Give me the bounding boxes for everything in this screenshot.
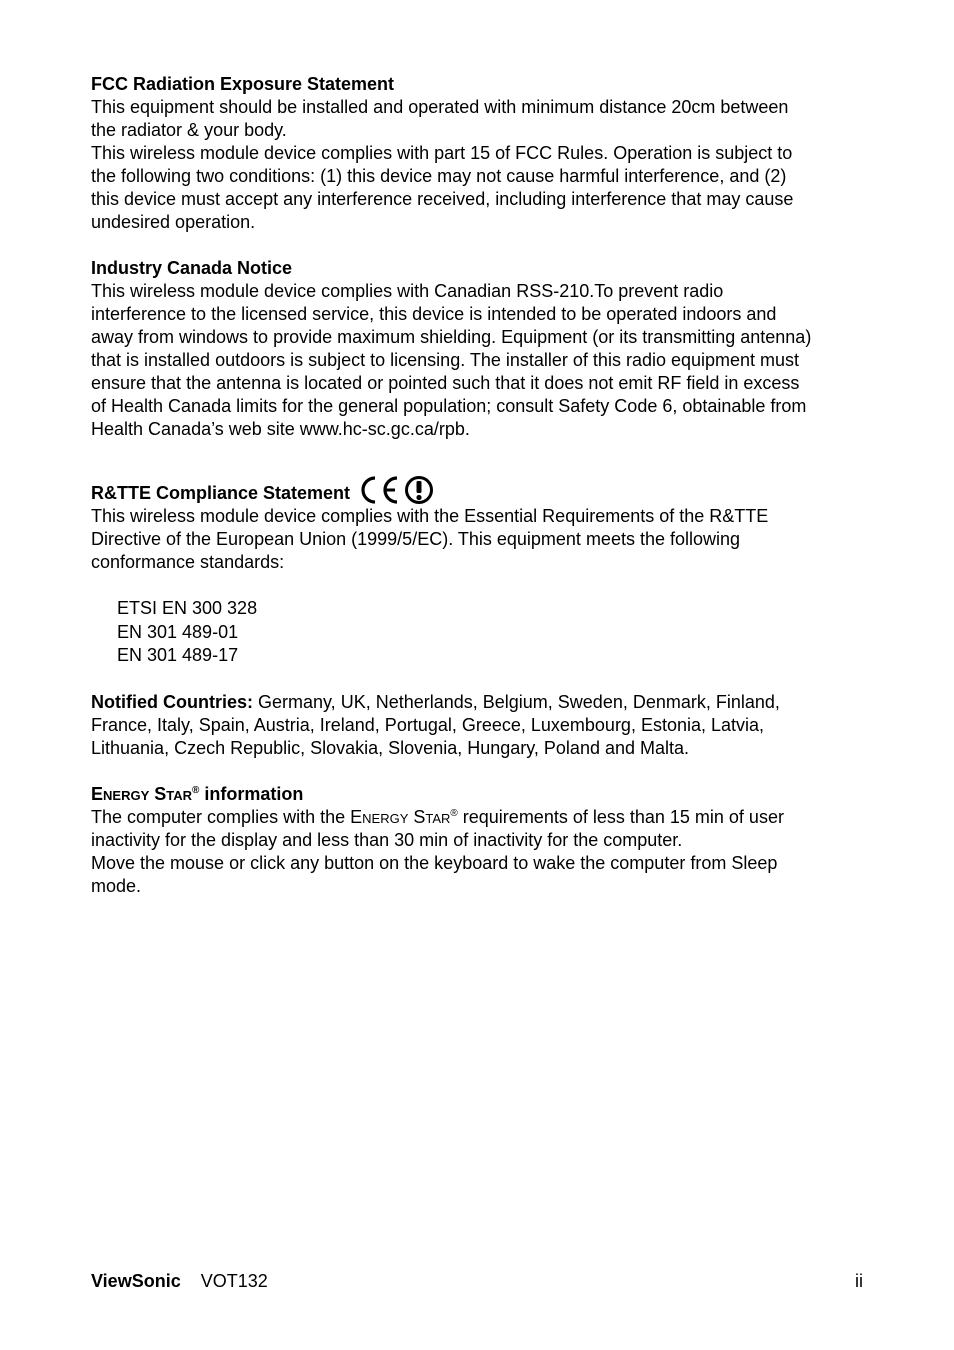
- ce-mark-icon: [358, 475, 402, 505]
- fcc-line: This wireless module device complies with part 15 of FCC Rules. Operation is subject to: [91, 143, 793, 163]
- registered-mark: ®: [192, 784, 200, 796]
- canada-line: interference to the licensed service, this device is intended to be operated indoors and: [91, 304, 777, 324]
- canada-line: of Health Canada limits for the general population; consult Safety Code 6, obtainable from: [91, 396, 807, 416]
- page-number: ii: [855, 1271, 863, 1291]
- energy-line: [91, 806, 881, 829]
- ce-marks: [358, 475, 434, 505]
- fcc-heading: FCC Radiation Exposure Statement: [91, 74, 395, 94]
- rtte-heading: [91, 475, 881, 505]
- fcc-line: undesired operation.: [91, 212, 256, 232]
- countries-line: [91, 691, 881, 714]
- energy-heading: [91, 783, 881, 806]
- energy-heading-name: Energy Star: [91, 783, 192, 804]
- fcc-line: the radiator & your body.: [91, 120, 287, 140]
- fcc-line: the following two conditions: (1) this device may not cause harmful interference, and (2): [91, 166, 787, 186]
- countries-line: France, Italy, Spain, Austria, Ireland, Portugal, Greece, Luxembourg, Estonia, Latvia,: [91, 714, 765, 735]
- rtte-heading-text: R&TTE Compliance Statement: [91, 483, 351, 503]
- fcc-line: This equipment should be installed and operated with minimum distance 20cm between: [91, 97, 789, 117]
- canada-line: ensure that the antenna is located or pointed such that it does not emit RF field in excess: [91, 373, 800, 393]
- countries-line: Lithuania, Czech Republic, Slovakia, Slovenia, Hungary, Poland and Malta.: [91, 737, 690, 758]
- standards-list: [91, 597, 881, 668]
- registered-mark: ®: [450, 807, 458, 819]
- countries-label: Notified Countries:: [91, 691, 253, 712]
- countries-text: Germany, UK, Netherlands, Belgium, Sweden, Denmark, Finland,: [253, 691, 780, 712]
- footer-brand: ViewSonic: [91, 1271, 181, 1291]
- canada-line: This wireless module device complies with Canadian RSS-210.To prevent radio: [91, 281, 724, 301]
- energy-text: The computer complies with the: [91, 806, 351, 827]
- rtte-section: [91, 475, 881, 668]
- standard-item: EN 301 489-17: [117, 645, 239, 665]
- countries-section: [91, 691, 881, 760]
- standard-item: ETSI EN 300 328: [117, 598, 258, 618]
- canada-section: [91, 257, 881, 441]
- energy-line: mode.: [91, 875, 142, 896]
- rtte-line: Directive of the European Union (1999/5/EC). This equipment meets the following: [91, 529, 741, 549]
- energy-name: Energy Star: [350, 806, 451, 827]
- canada-line: Health Canada’s web site www.hc-sc.gc.ca/rpb.: [91, 419, 470, 439]
- document-body: [91, 73, 881, 921]
- energy-section: [91, 783, 881, 898]
- fcc-line: this device must accept any interference received, including interference that may cause: [91, 189, 794, 209]
- rtte-line: This wireless module device complies with the Essential Requirements of the R&TTE: [91, 506, 769, 526]
- footer-model: VOT132: [200, 1271, 268, 1291]
- canada-line: that is installed outdoors is subject to licensing. The installer of this radio equipment must: [91, 350, 800, 370]
- page-footer: [91, 1270, 863, 1293]
- fcc-section: [91, 73, 881, 234]
- energy-line: Move the mouse or click any button on the keyboard to wake the computer from Sleep: [91, 852, 778, 873]
- standard-item: EN 301 489-01: [117, 621, 239, 642]
- canada-heading: Industry Canada Notice: [91, 258, 293, 278]
- energy-heading-rest: information: [199, 783, 304, 804]
- energy-line: inactivity for the display and less than 30 min of inactivity for the computer.: [91, 829, 683, 850]
- alert-mark-icon: [404, 475, 434, 505]
- rtte-line: conformance standards:: [91, 552, 285, 572]
- energy-text: requirements of less than 15 min of user: [457, 806, 784, 827]
- canada-line: away from windows to provide maximum shielding. Equipment (or its transmitting antenna): [91, 327, 812, 347]
